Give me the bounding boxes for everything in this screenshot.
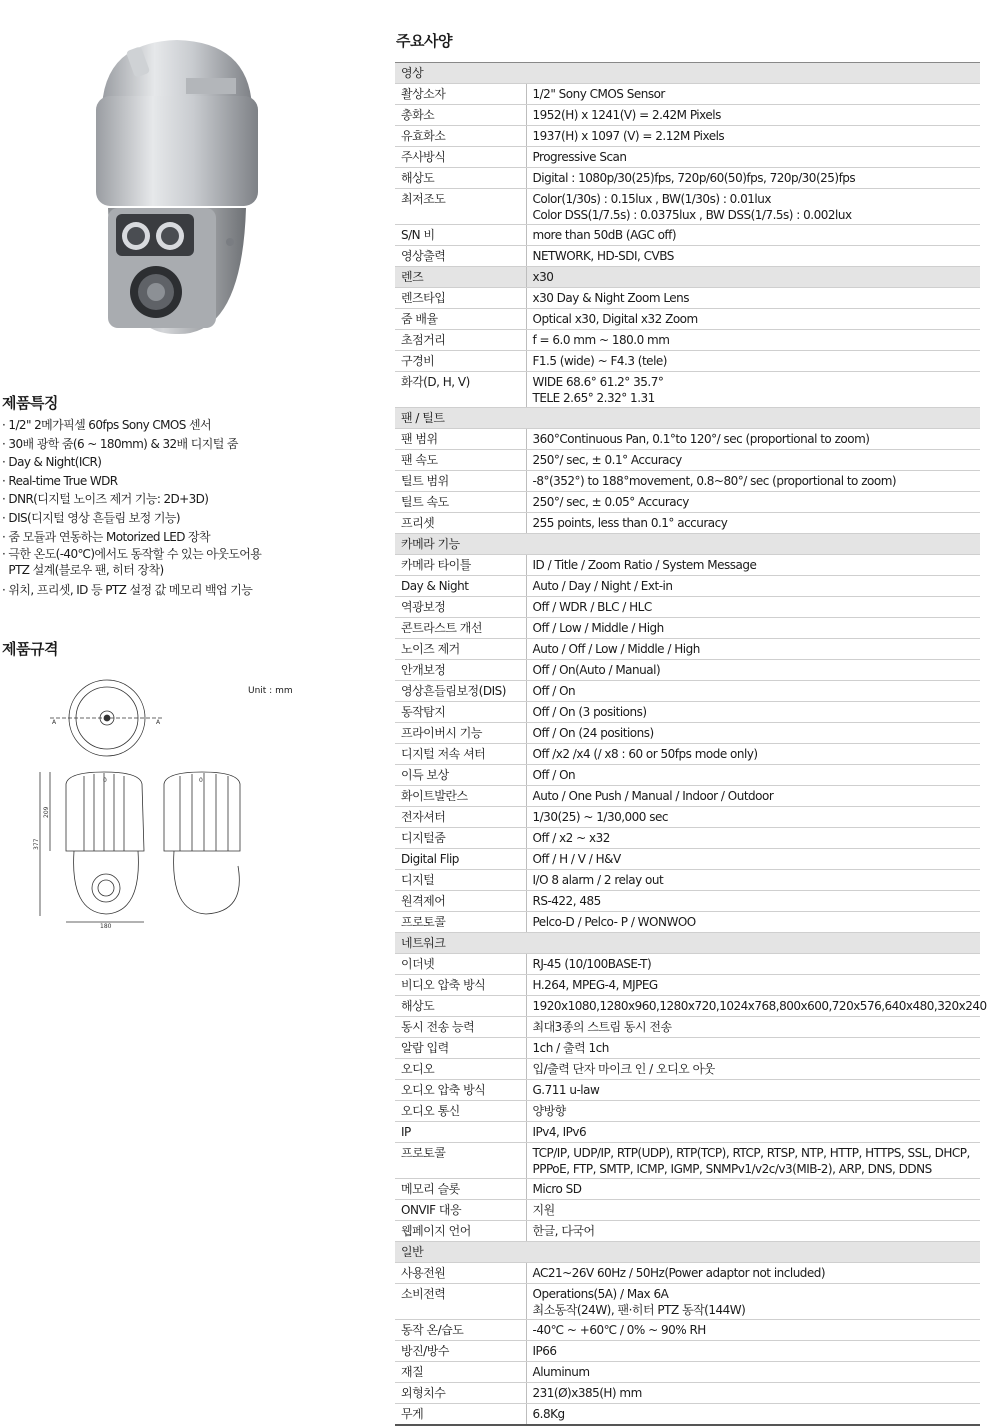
dimension-drawing <box>34 676 249 930</box>
spec-key: 웹페이지 언어 <box>395 1221 526 1242</box>
spec-key: 화각(D, H, V) <box>395 372 526 408</box>
spec-value-line: IPv4, IPv6 <box>532 1125 587 1139</box>
spec-value <box>526 1179 980 1200</box>
spec-value-line: Off / x2 ~ x32 <box>532 831 610 845</box>
spec-row <box>395 492 980 513</box>
spec-key: 디지털줌 <box>395 828 526 849</box>
features-list <box>2 416 332 600</box>
spec-value <box>526 807 980 828</box>
dimensions-title: 제품규격 <box>2 640 58 658</box>
spec-key: 안개보정 <box>395 660 526 681</box>
spec-key: 이득 보상 <box>395 765 526 786</box>
spec-value-line: Off / On (3 positions) <box>532 705 647 719</box>
spec-row <box>395 765 980 786</box>
spec-value-line: Off / On (24 positions) <box>532 726 654 740</box>
spec-key: 재질 <box>395 1362 526 1383</box>
spec-value-line: Auto / Off / Low / Middle / High <box>532 642 700 656</box>
spec-value <box>526 618 980 639</box>
spec-value <box>526 1284 980 1320</box>
spec-row <box>395 147 980 168</box>
spec-value <box>526 126 980 147</box>
spec-value <box>526 1200 980 1221</box>
spec-value <box>526 555 980 576</box>
spec-value <box>526 330 980 351</box>
dimension-height-total: 377 <box>33 838 40 850</box>
spec-key: 영상흔들림보정(DIS) <box>395 681 526 702</box>
spec-value <box>526 1341 980 1362</box>
spec-value <box>526 225 980 246</box>
spec-title: 주요사양 <box>396 32 452 50</box>
feature-item-line: · 극한 온도(-40℃)에서도 동작할 수 있는 아웃도어용 <box>2 547 262 562</box>
spec-row <box>395 996 980 1017</box>
spec-row <box>395 450 980 471</box>
spec-value <box>526 246 980 267</box>
spec-row <box>395 1179 980 1200</box>
feature-item: · DNR(디지털 노이즈 제거 기능: 2D+3D) <box>2 492 209 507</box>
spec-value-line: PPPoE, FTP, SMTP, ICMP, IGMP, SNMPv1/v2c/v3(MIB-2), ARP, DNS, DDNS <box>532 1162 932 1176</box>
spec-value-line: 250°/ sec, ± 0.05° Accuracy <box>532 495 689 509</box>
spec-key: IP <box>395 1122 526 1143</box>
spec-key: 외형치수 <box>395 1383 526 1404</box>
feature-item: · 위치, 프리셋, ID 등 PTZ 설정 값 메모리 백업 기능 <box>2 583 253 598</box>
spec-value <box>526 660 980 681</box>
spec-category-row <box>395 534 980 555</box>
spec-row <box>395 1038 980 1059</box>
spec-row <box>395 1101 980 1122</box>
spec-value <box>526 1320 980 1341</box>
spec-row <box>395 351 980 372</box>
spec-value <box>526 744 980 765</box>
spec-value-line: TCP/IP, UDP/IP, RTP(UDP), RTP(TCP), RTCP, RTSP, NTP, HTTP, HTTPS, SSL, DHCP, <box>532 1146 970 1160</box>
spec-value <box>526 1221 980 1242</box>
spec-value-line: 231(Ø)x385(H) mm <box>532 1386 642 1400</box>
spec-value-line: RS-422, 485 <box>532 894 601 908</box>
spec-key: 유효화소 <box>395 126 526 147</box>
spec-value-line: -8°(352°) to 188°movement, 0.8~80°/ sec (proportional to zoom) <box>532 474 897 488</box>
spec-key: 오디오 통신 <box>395 1101 526 1122</box>
spec-value <box>526 702 980 723</box>
spec-row <box>395 1404 980 1426</box>
spec-key: 구경비 <box>395 351 526 372</box>
spec-value-line: Aluminum <box>532 1365 590 1379</box>
spec-value-line: Operations(5A) / Max 6A <box>532 1287 669 1301</box>
spec-value-line: 6.8Kg <box>532 1407 565 1421</box>
spec-value-line: x30 Day & Night Zoom Lens <box>532 291 690 305</box>
spec-key: S/N 비 <box>395 225 526 246</box>
spec-value-line: 1937(H) x 1097 (V) = 2.12M Pixels <box>532 129 725 143</box>
spec-value <box>526 681 980 702</box>
spec-key: ONVIF 대응 <box>395 1200 526 1221</box>
spec-row <box>395 912 980 933</box>
spec-value-line: 한글, 다국어 <box>532 1224 595 1238</box>
spec-row <box>395 555 980 576</box>
marker-zero-side: 0 <box>199 777 203 784</box>
marker-zero-front: 0 <box>103 777 107 784</box>
spec-value <box>526 84 980 105</box>
spec-value <box>526 1143 980 1179</box>
spec-row <box>395 681 980 702</box>
spec-key: 사용전원 <box>395 1263 526 1284</box>
spec-value-line: 250°/ sec, ± 0.1° Accuracy <box>532 453 682 467</box>
feature-item: · Real-time True WDR <box>2 473 118 488</box>
feature-item: · DIS(디지털 영상 흔들림 보정 기능) <box>2 510 180 525</box>
spec-value-line: f = 6.0 mm ~ 180.0 mm <box>532 333 670 347</box>
spec-value-line: 지원 <box>532 1203 555 1217</box>
spec-key: 최저조도 <box>395 189 526 225</box>
spec-key: 카메라 타이틀 <box>395 555 526 576</box>
spec-key: 동작 온/습도 <box>395 1320 526 1341</box>
spec-category-row <box>395 63 980 84</box>
spec-value <box>526 492 980 513</box>
spec-key: 소비전력 <box>395 1284 526 1320</box>
spec-row <box>395 954 980 975</box>
spec-key: 주사방식 <box>395 147 526 168</box>
spec-key: 동시 전송 능력 <box>395 1017 526 1038</box>
spec-value-line: TELE 2.65° 2.32° 1.31 <box>532 391 655 405</box>
spec-value <box>526 189 980 225</box>
spec-key: 촬상소자 <box>395 84 526 105</box>
feature-item: · 1/2" 2메가픽셀 60fps Sony CMOS 센서 <box>2 418 211 432</box>
spec-key: 이더넷 <box>395 954 526 975</box>
spec-row <box>395 1221 980 1242</box>
spec-key: 노이즈 제거 <box>395 639 526 660</box>
spec-key: 총화소 <box>395 105 526 126</box>
spec-value <box>526 765 980 786</box>
spec-table <box>395 62 987 1426</box>
spec-key: 알람 입력 <box>395 1038 526 1059</box>
spec-value <box>526 513 980 534</box>
spec-row <box>395 828 980 849</box>
spec-row <box>395 471 980 492</box>
spec-category: 일반 <box>395 1242 980 1263</box>
spec-value <box>526 954 980 975</box>
spec-value <box>526 351 980 372</box>
spec-row <box>395 513 980 534</box>
unit-label: Unit : mm <box>248 686 293 696</box>
spec-value-line: x30 <box>532 270 554 284</box>
spec-row <box>395 1383 980 1404</box>
spec-key: Digital Flip <box>395 849 526 870</box>
spec-value-line: WIDE 68.6° 61.2° 35.7° <box>532 375 664 389</box>
spec-value <box>526 267 980 288</box>
spec-value-line: Auto / Day / Night / Ext-in <box>532 579 673 593</box>
spec-value <box>526 288 980 309</box>
spec-row <box>395 849 980 870</box>
spec-value <box>526 576 980 597</box>
spec-value-line: H.264, MPEG-4, MJPEG <box>532 978 658 992</box>
spec-row <box>395 660 980 681</box>
feature-item <box>2 546 332 581</box>
spec-key: 전자셔터 <box>395 807 526 828</box>
spec-value-line: Off / On(Auto / Manual) <box>532 663 661 677</box>
dimension-height-dome: 209 <box>43 806 50 818</box>
spec-value <box>526 639 980 660</box>
spec-key: 틸트 속도 <box>395 492 526 513</box>
spec-row <box>395 1017 980 1038</box>
feature-item: · 30배 광학 줌(6 ~ 180mm) & 32배 디지털 줌 <box>2 436 238 451</box>
spec-row <box>395 267 980 288</box>
feature-item: · Day & Night(ICR) <box>2 455 102 470</box>
spec-row <box>395 168 980 189</box>
spec-value-line: Progressive Scan <box>532 150 627 164</box>
spec-key: 메모리 슬롯 <box>395 1179 526 1200</box>
spec-row <box>395 330 980 351</box>
spec-value <box>526 996 987 1017</box>
spec-value <box>526 1059 980 1080</box>
spec-key: 해상도 <box>395 996 526 1017</box>
spec-row <box>395 126 980 147</box>
spec-value-line: Pelco-D / Pelco- P / WONWOO <box>532 915 696 929</box>
spec-value-line: G.711 u-law <box>532 1083 600 1097</box>
spec-row <box>395 597 980 618</box>
spec-row <box>395 807 980 828</box>
spec-row <box>395 105 980 126</box>
spec-value-line: Off /x2 /x4 (/ x8 : 60 or 50fps mode only) <box>532 747 758 761</box>
spec-value-line: IP66 <box>532 1344 557 1358</box>
spec-value-line: 1920x1080,1280x960,1280x720,1024x768,800x600,720x576,640x480,320x240 <box>532 999 987 1013</box>
spec-key: 렌즈타입 <box>395 288 526 309</box>
spec-value <box>526 372 980 408</box>
features-title: 제품특징 <box>2 394 58 412</box>
spec-row <box>395 702 980 723</box>
spec-value <box>526 450 980 471</box>
spec-value-line: Off / WDR / BLC / HLC <box>532 600 652 614</box>
spec-row <box>395 1284 980 1320</box>
spec-key: 무게 <box>395 1404 526 1426</box>
marker-a-left: A <box>52 719 57 726</box>
spec-key: 해상도 <box>395 168 526 189</box>
spec-value-line: ID / Title / Zoom Ratio / System Message <box>532 558 757 572</box>
spec-row <box>395 1200 980 1221</box>
spec-value <box>526 891 980 912</box>
spec-row <box>395 744 980 765</box>
spec-row <box>395 1080 980 1101</box>
spec-key: 콘트라스트 개선 <box>395 618 526 639</box>
spec-value <box>526 1038 980 1059</box>
spec-value <box>526 912 980 933</box>
spec-row <box>395 1059 980 1080</box>
spec-key: 비디오 압축 방식 <box>395 975 526 996</box>
spec-row <box>395 309 980 330</box>
spec-value <box>526 1263 980 1284</box>
spec-row <box>395 1122 980 1143</box>
spec-key: 오디오 압축 방식 <box>395 1080 526 1101</box>
spec-key: 프로토콜 <box>395 1143 526 1179</box>
spec-value <box>526 471 980 492</box>
spec-key: 팬 범위 <box>395 429 526 450</box>
feature-item-line: PTZ 설계(블로우 팬, 히터 장착) <box>2 563 164 578</box>
spec-value-line: 1/30(25) ~ 1/30,000 sec <box>532 810 668 824</box>
feature-item: · 줌 모듈과 연동하는 Motorized LED 장착 <box>2 529 211 544</box>
spec-value <box>526 597 980 618</box>
spec-value <box>526 1122 980 1143</box>
spec-value-line: Off / H / V / H&V <box>532 852 621 866</box>
spec-value <box>526 1080 980 1101</box>
spec-value-line: Color DSS(1/7.5s) : 0.0375lux , BW DSS(1/7.5s) : 0.002lux <box>532 208 852 222</box>
marker-a-right: A <box>156 719 161 726</box>
spec-value-line: NETWORK, HD-SDI, CVBS <box>532 249 674 263</box>
spec-key: 프리셋 <box>395 513 526 534</box>
spec-key: 틸트 범위 <box>395 471 526 492</box>
spec-value-line: 1/2" Sony CMOS Sensor <box>532 87 665 101</box>
spec-value-line: Auto / One Push / Manual / Indoor / Outdoor <box>532 789 774 803</box>
spec-value <box>526 105 980 126</box>
spec-row <box>395 639 980 660</box>
spec-row <box>395 975 980 996</box>
spec-value-line: 1ch / 출력 1ch <box>532 1041 609 1055</box>
spec-value-line: F1.5 (wide) ~ F4.3 (tele) <box>532 354 667 368</box>
camera-product-photo <box>72 36 282 336</box>
spec-key: 초점거리 <box>395 330 526 351</box>
spec-key: 줌 배율 <box>395 309 526 330</box>
spec-key: 팬 속도 <box>395 450 526 471</box>
spec-value-line: I/O 8 alarm / 2 relay out <box>532 873 664 887</box>
spec-value <box>526 786 980 807</box>
spec-value-line: Off / On <box>532 768 576 782</box>
spec-value <box>526 147 980 168</box>
spec-category-row <box>395 1242 980 1263</box>
spec-value <box>526 975 980 996</box>
spec-value-line: Off / Low / Middle / High <box>532 621 664 635</box>
spec-value-line: -40℃ ~ +60℃ / 0% ~ 90% RH <box>532 1323 706 1337</box>
spec-row <box>395 1263 980 1284</box>
spec-value-line: 양방향 <box>532 1104 566 1118</box>
spec-key: 프라이버시 기능 <box>395 723 526 744</box>
spec-key: 화이트발란스 <box>395 786 526 807</box>
spec-row <box>395 189 980 225</box>
spec-row <box>395 372 980 408</box>
spec-key: 디지털 저속 셔터 <box>395 744 526 765</box>
spec-category: 네트워크 <box>395 933 980 954</box>
spec-value-line: 최소동작(24W), 팬·히터 PTZ 동작(144W) <box>532 1303 746 1317</box>
spec-value-line: 255 points, less than 0.1° accuracy <box>532 516 728 530</box>
spec-row <box>395 1341 980 1362</box>
spec-value-line: RJ-45 (10/100BASE-T) <box>532 957 652 971</box>
spec-value <box>526 870 980 891</box>
spec-key: 렌즈 <box>395 267 526 288</box>
spec-value-line: Off / On <box>532 684 576 698</box>
spec-value <box>526 1362 980 1383</box>
spec-value <box>526 1383 980 1404</box>
dimension-width: 180 <box>100 923 112 930</box>
spec-value-line: Digital : 1080p/30(25)fps, 720p/60(50)fps, 720p/30(25)fps <box>532 171 856 185</box>
spec-value <box>526 1017 980 1038</box>
spec-row <box>395 786 980 807</box>
spec-value <box>526 168 980 189</box>
spec-key: 영상출력 <box>395 246 526 267</box>
spec-value <box>526 1404 980 1426</box>
spec-row <box>395 1320 980 1341</box>
spec-key: Day & Night <box>395 576 526 597</box>
spec-row <box>395 870 980 891</box>
spec-key: 프로토콜 <box>395 912 526 933</box>
spec-value <box>526 849 980 870</box>
spec-row <box>395 576 980 597</box>
spec-row <box>395 1362 980 1383</box>
spec-category: 팬 / 틸트 <box>395 408 980 429</box>
spec-category-row <box>395 933 980 954</box>
spec-value <box>526 1101 980 1122</box>
spec-value-line: Color(1/30s) : 0.15lux , BW(1/30s) : 0.01lux <box>532 192 771 206</box>
spec-value-line: Micro SD <box>532 1182 582 1196</box>
spec-value-line: 입/출력 단자 마이크 인 / 오디오 아웃 <box>532 1062 715 1076</box>
spec-value <box>526 723 980 744</box>
spec-row <box>395 246 980 267</box>
spec-row <box>395 891 980 912</box>
spec-row <box>395 225 980 246</box>
spec-row <box>395 84 980 105</box>
spec-key: 동작탐지 <box>395 702 526 723</box>
spec-value-line: more than 50dB (AGC off) <box>532 228 677 242</box>
spec-category-row <box>395 408 980 429</box>
spec-value-line: Optical x30, Digital x32 Zoom <box>532 312 698 326</box>
spec-row <box>395 288 980 309</box>
spec-row <box>395 1143 980 1179</box>
spec-row <box>395 618 980 639</box>
spec-category: 영상 <box>395 63 980 84</box>
spec-row <box>395 723 980 744</box>
spec-value-line: 1952(H) x 1241(V) = 2.42M Pixels <box>532 108 721 122</box>
spec-row <box>395 429 980 450</box>
spec-value <box>526 429 980 450</box>
spec-key: 오디오 <box>395 1059 526 1080</box>
spec-key: 원격제어 <box>395 891 526 912</box>
spec-key: 방진/방수 <box>395 1341 526 1362</box>
spec-value-line: 360°Continuous Pan, 0.1°to 120°/ sec (proportional to zoom) <box>532 432 870 446</box>
spec-key: 디지털 <box>395 870 526 891</box>
spec-value-line: 최대3종의 스트림 동시 전송 <box>532 1020 672 1034</box>
spec-value <box>526 309 980 330</box>
spec-value-line: AC21~26V 60Hz / 50Hz(Power adaptor not included) <box>532 1266 826 1280</box>
spec-value <box>526 828 980 849</box>
spec-category: 카메라 기능 <box>395 534 980 555</box>
spec-key: 역광보정 <box>395 597 526 618</box>
